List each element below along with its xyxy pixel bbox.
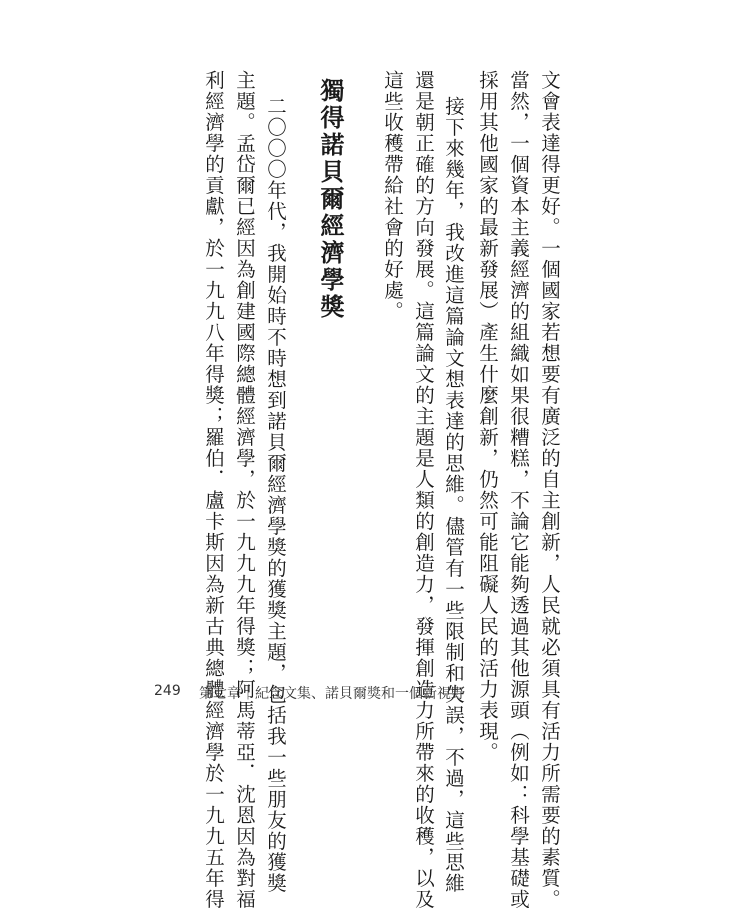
text-column: 採用其他國家的最新發展）產生什麼創新，仍然可能阻礙人民的活力表現。 [476, 70, 499, 763]
text-column: 主題。孟岱爾已經因為創建國際總體經濟學，於一九九九年得獎；阿馬蒂亞．沈恩因為對福 [233, 70, 256, 910]
text-column: 二〇〇〇年代，我開始時不時想到諾貝爾經濟學獎的獲獎主題，包括我一些朋友的獲獎 [264, 96, 287, 894]
text-column: 這些收穫帶給社會的好處。 [381, 70, 404, 322]
text-column: 接下來幾年，我改進這篇論文想表達的思維。儘管有一些限制和失誤，不過，這些思維 [442, 96, 465, 894]
section-heading: 獨得諾貝爾經濟學獎 [316, 78, 344, 321]
running-head: 第七章｜紀念文集、諾貝爾獎和一個新視野 [199, 686, 465, 702]
text-column: 利經濟學的貢獻，於一九九八年得獎；羅伯．盧卡斯因為新古典總體經濟學於一九九五年得 [202, 70, 225, 910]
page-footer [0, 683, 750, 705]
text-column: 還是朝正確的方向發展。這篇論文的主題是人類的創造力，發揮創造力所帶來的收穫，以及 [412, 70, 435, 910]
page-number: 249 [154, 683, 181, 699]
text-column: 文會表達得更好。一個國家若想要有廣泛的自主創新，人民就必須具有活力所需要的素質。 [538, 70, 561, 910]
text-column: 當然，一個資本主義經濟的組織如果很糟糕，不論它能夠透過其他源頭（例如：科學基礎或 [507, 70, 530, 910]
